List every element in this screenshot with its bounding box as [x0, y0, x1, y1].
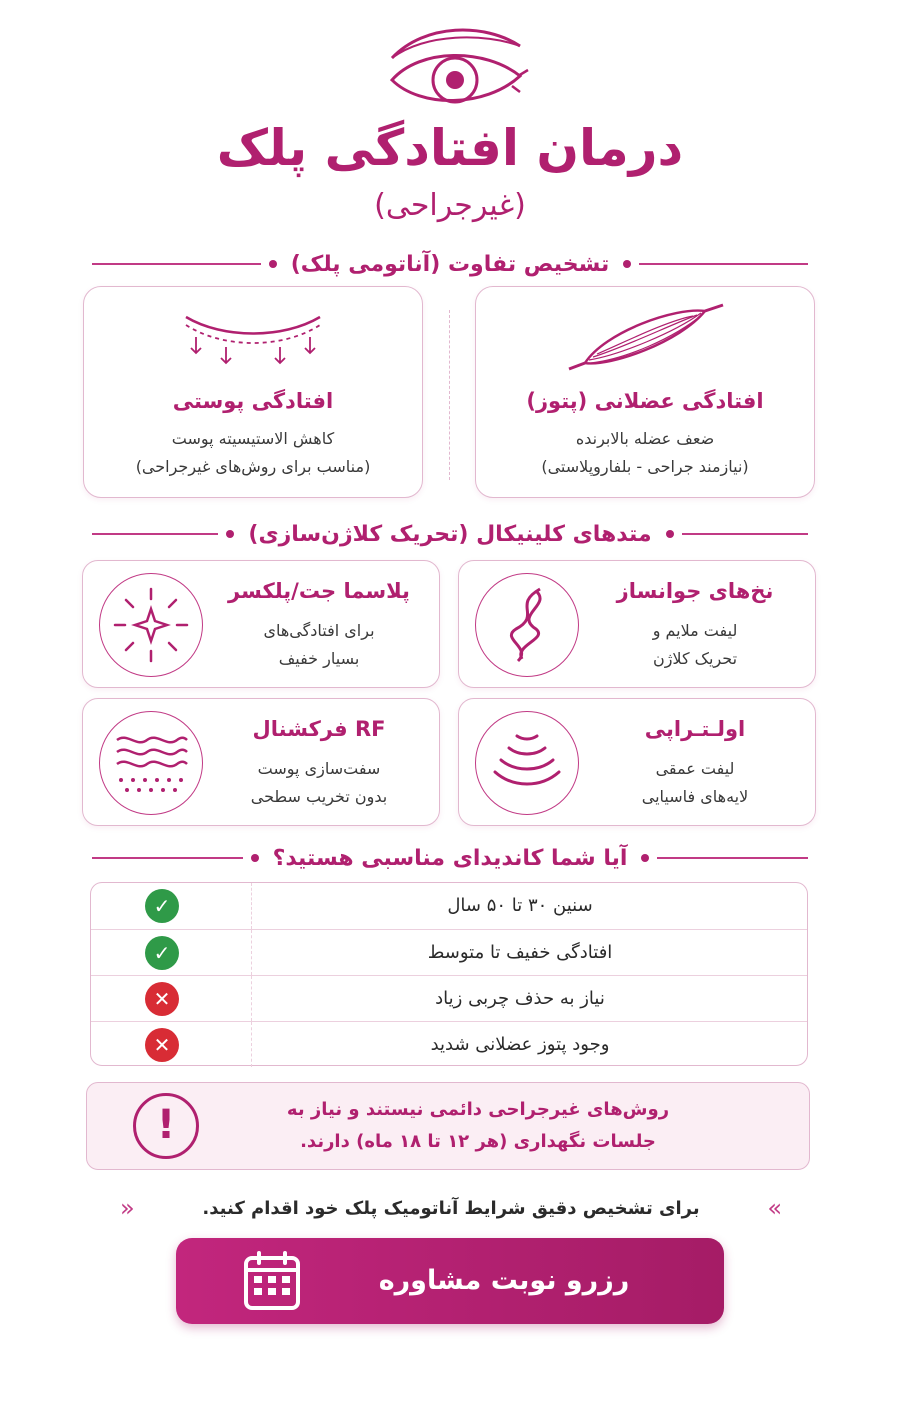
anatomy-card-title: افتادگی پوستی	[172, 389, 334, 413]
cta-label[interactable]: رزرو نوبت مشاوره تخصصی	[378, 1265, 630, 1382]
method-line: لیفت ملایم و	[652, 621, 738, 640]
candidate-checklist	[90, 882, 808, 1066]
chevron-right-icon: »	[767, 1194, 782, 1222]
method-card-plasma	[82, 560, 440, 688]
cross-icon: ✕	[145, 1028, 179, 1062]
warning-text: روش‌های غیرجراحی دائمی نیستند و نیاز به	[286, 1099, 670, 1120]
footer-note: برای تشخیص دقیق شرایط آناتومیک پلک خود اقدام کنید.	[202, 1198, 700, 1219]
checklist-row	[91, 1021, 807, 1067]
checklist-text: نیاز به حذف چربی زیاد	[435, 988, 605, 1009]
checklist-text: وجود پتوز عضلانی شدید	[430, 1034, 610, 1055]
method-title: نخ‌های جوانساز	[616, 579, 774, 603]
muscle-icon	[555, 297, 735, 377]
section-header-methods	[92, 518, 808, 550]
checklist-text: سنین ۳۰ تا ۵۰ سال	[447, 895, 593, 916]
anatomy-card-muscle	[475, 286, 815, 498]
method-line: لیفت عمقی	[655, 759, 735, 778]
checklist-row	[91, 883, 807, 929]
method-icon-circle	[475, 711, 579, 815]
method-title: RF فرکشنال	[252, 717, 386, 741]
cross-icon: ✕	[145, 982, 179, 1016]
method-card-rf	[82, 698, 440, 826]
eye-logo-icon	[380, 18, 530, 118]
spark-icon	[111, 585, 191, 665]
method-line: بسیار خفیف	[278, 649, 360, 668]
page-title: درمان افتادگی پلک	[216, 119, 684, 177]
method-line: سفت‌سازی پوست	[257, 759, 381, 778]
method-icon-circle	[99, 711, 203, 815]
method-line: تحریک کلاژن	[652, 649, 738, 668]
footer-note-row	[120, 1192, 782, 1226]
check-icon: ✓	[145, 936, 179, 970]
method-title: اولـتـراپی	[644, 717, 746, 741]
page-subtitle: (غیرجراحی)	[374, 188, 526, 223]
thread-icon	[492, 585, 562, 665]
checklist-row	[91, 929, 807, 975]
anatomy-card-line: (مناسب برای روش‌های غیرجراحی)	[135, 457, 371, 476]
skin-sag-icon	[178, 297, 328, 377]
anatomy-divider	[449, 310, 450, 480]
section-title: تشخیص تفاوت (آناتومی پلک)	[290, 251, 610, 277]
anatomy-card-line: ضعف عضله بالابرنده	[575, 429, 715, 448]
section-title: آیا شما کاندیدای مناسبی هستید؟	[272, 845, 628, 871]
anatomy-card-title: افتادگی عضلانی (پتوز)	[526, 389, 764, 413]
section-header-anatomy	[92, 248, 808, 280]
anatomy-card-line: کاهش الاستیسیته پوست	[171, 429, 335, 448]
warning-box	[86, 1082, 810, 1170]
method-card-threads	[458, 560, 816, 688]
exclamation-icon: !	[133, 1093, 199, 1159]
method-icon-circle	[99, 573, 203, 677]
method-line: برای افتادگی‌های	[263, 621, 375, 640]
method-title: پلاسما جت/پلکسر	[228, 579, 410, 603]
checklist-row	[91, 975, 807, 1021]
calendar-icon	[242, 1250, 302, 1312]
section-header-candidate	[92, 842, 808, 874]
method-card-ultherapy	[458, 698, 816, 826]
anatomy-card-skin	[83, 286, 423, 498]
checklist-text: افتادگی خفیف تا متوسط	[427, 942, 613, 963]
book-consultation-button[interactable]	[176, 1238, 724, 1382]
ultrasound-icon	[487, 728, 567, 798]
method-icon-circle	[475, 573, 579, 677]
chevron-left-icon: «	[120, 1194, 135, 1222]
rf-wave-icon	[111, 728, 191, 798]
method-line: لایه‌های فاسیایی	[641, 787, 749, 806]
anatomy-card-line: (نیازمند جراحی - بلفاروپلاستی)	[541, 457, 749, 476]
warning-text: جلسات نگهداری (هر ۱۲ تا ۱۸ ماه) دارند.	[300, 1131, 656, 1152]
section-title: متدهای کلینیکال (تحریک کلاژن‌سازی)	[248, 521, 652, 547]
method-line: بدون تخریب سطحی	[250, 787, 388, 806]
check-icon: ✓	[145, 889, 179, 923]
